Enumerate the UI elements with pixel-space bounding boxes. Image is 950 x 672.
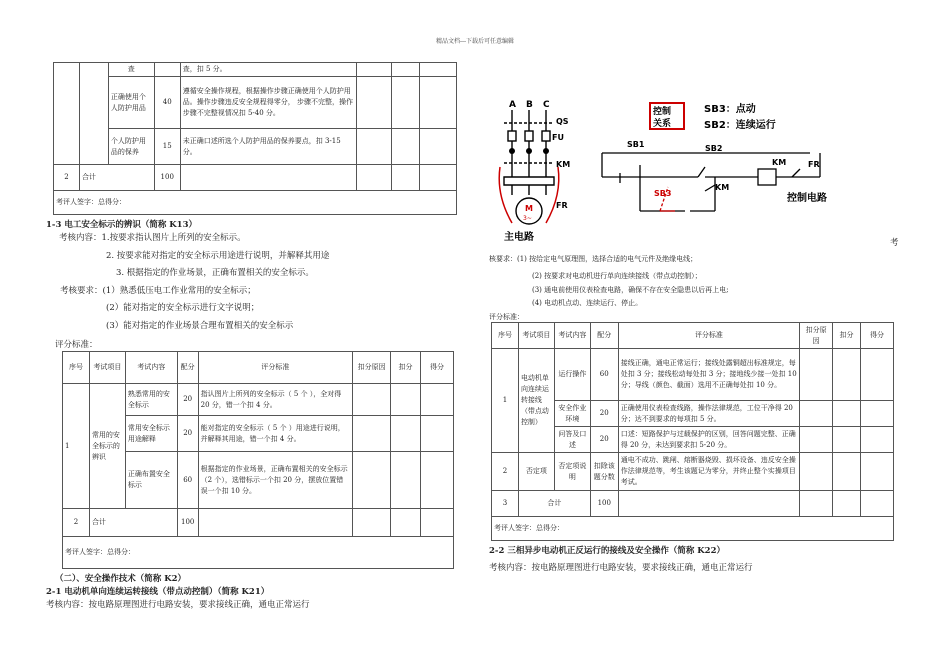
km-coil-label: KM: [772, 158, 787, 167]
km-label: KM: [556, 160, 571, 169]
phase-c-label: C: [543, 100, 550, 110]
phase-b-label: B: [526, 100, 533, 110]
main-circuit-label: 主电路: [504, 232, 534, 243]
k13-sign: 考评人签字：总得分：: [63, 537, 454, 569]
top-score-table: 查 查，扣 5 分。 正确使用个人防护用品 40 遵循安全操作规程，根据操作步骤正确使用个人防护用品。操作步骤违反安全规程得零分， 步骤不完整，操作步骤不完整视情况扣 5-40 分。 个人防护用品的保养 15 未正确口述所选个人防护用品的保养要点，扣 3-15 分。 2 合计 100 考评人签字：总得分：: [53, 62, 457, 215]
sb3-label: SB3: [654, 189, 672, 198]
control-circuit-label: 控制电路: [787, 193, 827, 204]
top-sign: 考评人签字：总得分：: [54, 191, 457, 215]
circuit-diagram: [490, 95, 860, 245]
table-row: 2 否定项 否定项说明 扣除该题分数 通电不成功、跳闸、熔断器烧毁、损坏设备、违反安全操作法律规范等，考生该题记为零分，并终止整个实操项目考试。: [492, 453, 894, 491]
km-contact-label: KM: [715, 183, 730, 192]
k13-score-table: 序号 考试项目 考试内容 配分 评分标准 扣分原因 扣分 得分 1 常用的安全标示的辨识 熟悉常用的安全标示 20 指认图片上所列的安全标示（ 5 个 ），全对得 20 分，错一个扣 4 分。 常用安全标示用途解释 20 能对指定的安全标示（ 5 个 ）用途进行说明，并解释其用途，错一个扣 4 分。 正确布置安全标示 60 根据指定的作业场景，正确布置相关的安全标示（2 个），选错标示一个扣 20 分，摆放位置错误一个扣 10 分。 2 合计 100 考评人签字：总得分：: [62, 351, 454, 569]
control-box-label: 控制: [653, 107, 672, 117]
page-header: 精品文档---下载后可任意编辑: [435, 38, 515, 45]
svg-text:关系: 关系: [653, 119, 672, 129]
section-k22-title: 2-2 三相异步电动机正反运行的接线及安全操作（简称 K22）: [489, 546, 725, 556]
table-row: 1 电动机单向连续运转接线（带点动控制） 运行操作 60 接线正确，通电正常运行；接线处露铜超出标准规定，每处扣 3 分；接线松动每处扣 3 分；接地线少接一处扣 10 分；导线（颜色、截面）选用不正确每处扣 10 分。: [492, 349, 894, 401]
fu-label: FU: [552, 133, 564, 142]
table-row: 正确布置安全标示 60 根据指定的作业场景，正确布置相关的安全标示（2 个），选错标示一个扣 20 分，摆放位置错误一个扣 10 分。: [63, 452, 454, 509]
sb3-desc: SB3：点动: [704, 104, 756, 115]
table-row: 1 常用的安全标示的辨识 熟悉常用的安全标示 20 指认图片上所列的安全标示（ 5 个 ），全对得 20 分，错一个扣 4 分。: [63, 384, 454, 416]
section-k21-title: 2-1 电动机单向连续运转接线（带点动控制）（简称 K21）: [46, 587, 270, 597]
sb1-label: SB1: [627, 140, 645, 149]
sb2-desc: SB2：连续运行: [704, 120, 776, 131]
section-k2-title: （二）、安全操作技术（简称 K2）: [55, 574, 187, 584]
k21-sign: 考评人签字：总得分：: [492, 517, 894, 541]
motor-sub-label: 3~: [523, 215, 532, 222]
section-k13-title: 1-3 电工安全标示的辨识（简称 K13）: [46, 220, 197, 230]
fr-label: FR: [556, 201, 568, 210]
phase-a-label: A: [509, 100, 516, 110]
k21-score-table: 序号 考试项目 考试内容 配分 评分标准 扣分原因 扣分 得分 1 电动机单向连续运转接线（带点动控制） 运行操作 60 接线正确，通电正常运行；接线处露铜超出标准规定，每处扣 3 分；接线松动每处扣 3 分；接地线少接一处扣 10 分；导线（颜色、截面）选用不正确每处扣 10 分。 安全作业环境 20 正确使用仪表检查线路，操作法律规范，工位干净得 20 分；达不到要求的每项扣 5 分。 问答及口述 20 口述：短路保护与过载保护的区别，回答问题完整、正确得 20 分，未达到要求扣 5-20 分。 2 否定项 否定项说明 扣除该题分数 通电不成功、跳闸、熔断器烧毁、损坏设备、违反安全操作法律规范等，考生该题记为零分，并终止整个实操项目考试。 3 合计 100 考评人签字：总得分：: [491, 322, 894, 541]
fr-ctrl-label: FR: [808, 160, 820, 169]
motor-label: M: [525, 204, 533, 213]
table-row: 安全作业环境 20 正确使用仪表检查线路，操作法律规范，工位干净得 20 分；达不到要求的每项扣 5 分。: [492, 401, 894, 427]
qs-label: QS: [556, 117, 569, 126]
table-row: 常用安全标示用途解释 20 能对指定的安全标示（ 5 个 ）用途进行说明，并解释其用途，错一个扣 4 分。: [63, 416, 454, 452]
sb2-label: SB2: [705, 144, 723, 153]
table-row: 问答及口述 20 口述：短路保护与过载保护的区别，回答问题完整、正确得 20 分，未达到要求扣 5-20 分。: [492, 427, 894, 453]
